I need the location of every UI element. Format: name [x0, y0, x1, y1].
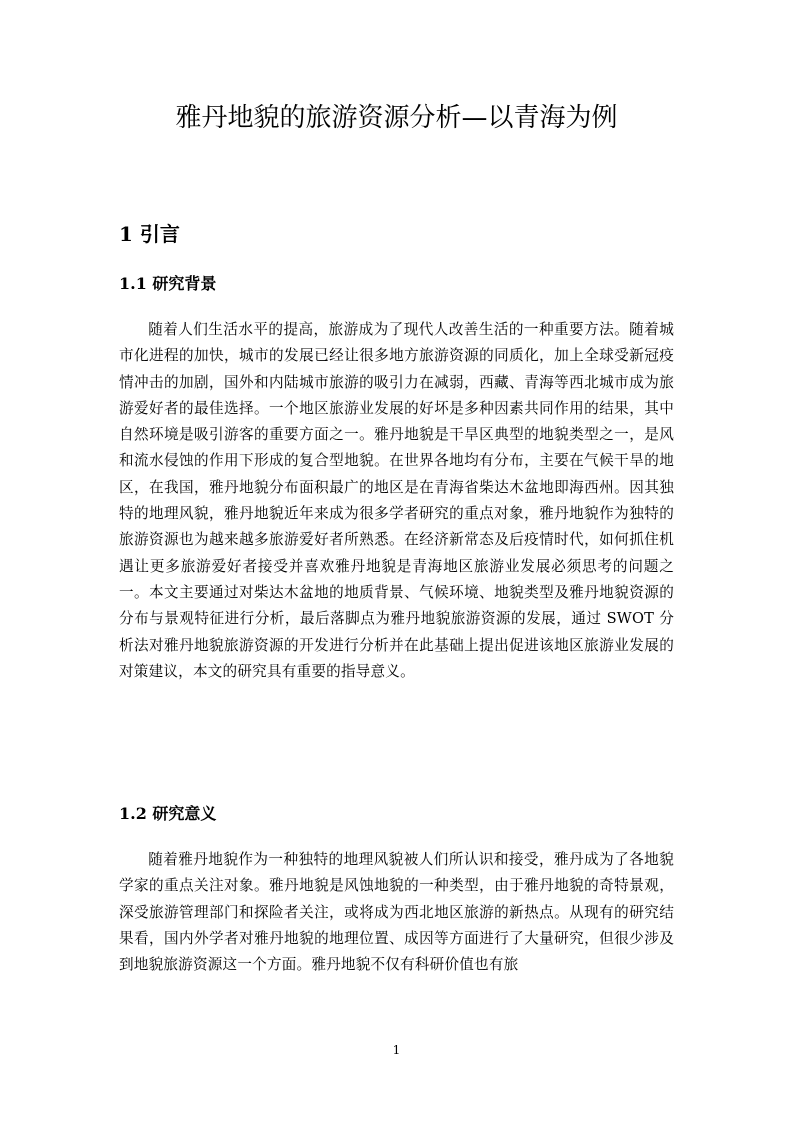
subsection-heading-research-background: 1.1 研究背景: [119, 274, 217, 293]
section-heading-introduction: 1 引言: [119, 222, 180, 246]
subsection-heading-research-significance: 1.2 研究意义: [119, 804, 217, 823]
research-significance-paragraph: 随着雅丹地貌作为一种独特的地理风貌被人们所认识和接受，雅丹成为了各地貌学家的重点关注对象。雅丹地貌是风蚀地貌的一种类型，由于雅丹地貌的奇特景观，深受旅游管理部门和探险者关注，或将成为西北地区旅游的新热点。从现有的研究结果看，国内外学者对雅丹地貌的地理位置、成因等方面进行了大量研究，但很少涉及到地貌旅游资源这一个方面。雅丹地貌不仅有科研价值也有旅: [119, 851, 674, 974]
page-number: 1: [392, 1043, 401, 1057]
research-background-paragraph: 随着人们生活水平的提高，旅游成为了现代人改善生活的一种重要方法。随着城市化进程的加快，城市的发展已经让很多地方旅游资源的同质化，加上全球受新冠疫情冲击的加剧，国外和内陆城市旅游的吸引力在减弱，西藏、青海等西北城市成为旅游爱好者的最佳选择。一个地区旅游业发展的好坏是多种因素共同作用的结果，其中自然环境是吸引游客的重要方面之一。雅丹地貌是干旱区典型的地貌类型之一，是风和流水侵蚀的作用下形成的复合型地貌。在世界各地均有分布，主要在气候干旱的地区，在我国，雅丹地貌分布面积最广的地区是在青海省柴达木盆地即海西州。因其独特的地理风貌，雅丹地貌近年来成为很多学者研究的重点对象，雅丹地貌作为独特的旅游资源也为越来越多旅游爱好者所熟悉。在经济新常态及后疫情时代，如何抓住机遇让更多旅游爱好者接受并喜欢雅丹地貌是青海地区旅游业发展必须思考的问题之一。本文主要通过对柴达木盆地的地质背景、气候环境、地貌类型及雅丹地貌资源的分布与景观特征进行分析，最后落脚点为雅丹地貌旅游资源的发展，通过 SWOT 分析法对雅丹地貌旅游资源的开发进行分析并在此基础上提出促进该地区旅游业发展的对策建议，本文的研究具有重要的指导意义。: [119, 321, 674, 680]
document-title: 雅丹地貌的旅游资源分析—以青海为例: [175, 103, 618, 133]
